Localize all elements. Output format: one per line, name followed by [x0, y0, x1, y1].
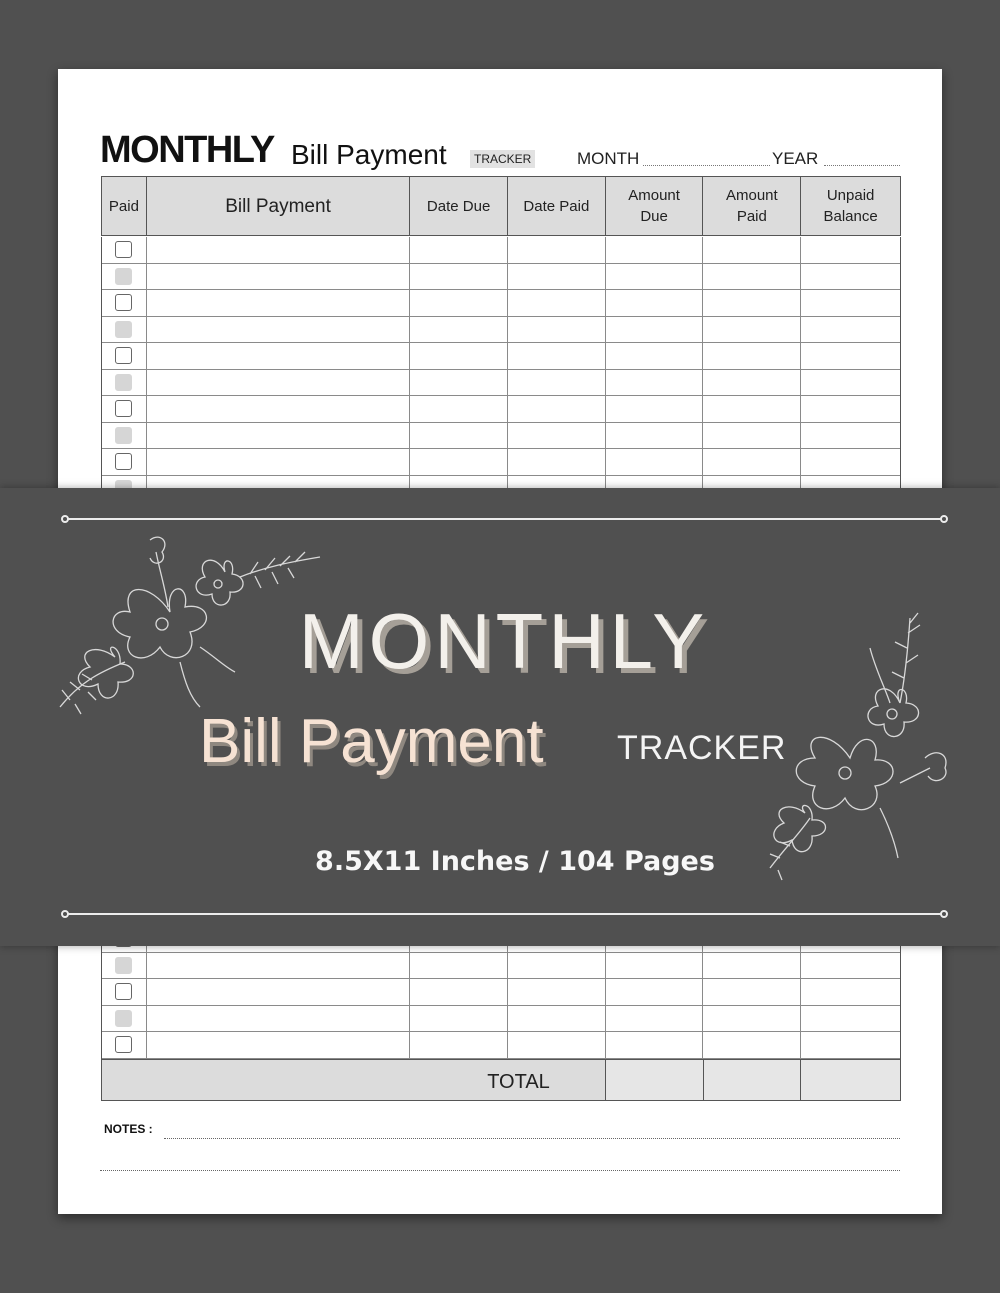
- sheet-title-bold: MONTHLY: [100, 129, 274, 171]
- table-cell[interactable]: [606, 423, 704, 449]
- table-cell[interactable]: [801, 423, 900, 449]
- column-header-amount-paid: Amount Paid: [703, 177, 801, 235]
- table-cell[interactable]: [508, 979, 606, 1005]
- table-cell[interactable]: [703, 396, 801, 422]
- table-cell[interactable]: [703, 237, 801, 263]
- paid-cell: [102, 396, 147, 422]
- total-unpaid-balance-cell[interactable]: [801, 1060, 900, 1100]
- checkbox-icon[interactable]: [115, 1036, 132, 1053]
- table-cell[interactable]: [410, 370, 508, 396]
- table-cell[interactable]: [801, 953, 900, 979]
- total-amount-due-cell[interactable]: [606, 1060, 704, 1100]
- table-cell[interactable]: [147, 979, 410, 1005]
- table-cell[interactable]: [606, 370, 704, 396]
- table-cell[interactable]: [147, 370, 410, 396]
- rule-end-circle-icon: [940, 910, 948, 918]
- total-row: [101, 1059, 901, 1101]
- cover-title-sub: Bill Payment: [199, 707, 544, 776]
- table-cell[interactable]: [801, 317, 900, 343]
- paid-cell: [102, 449, 147, 475]
- cover-title-tag: TRACKER: [617, 729, 787, 767]
- table-cell[interactable]: [147, 290, 410, 316]
- checkbox-icon[interactable]: [115, 1010, 132, 1027]
- table-row: [102, 343, 900, 370]
- paid-cell: [102, 979, 147, 1005]
- table-cell[interactable]: [410, 264, 508, 290]
- table-cell[interactable]: [508, 343, 606, 369]
- notes-line[interactable]: [100, 1170, 900, 1171]
- table-cell[interactable]: [703, 979, 801, 1005]
- bottom-rule: [65, 913, 945, 915]
- table-cell[interactable]: [703, 423, 801, 449]
- table-cell[interactable]: [410, 396, 508, 422]
- table-cell[interactable]: [410, 423, 508, 449]
- table-cell[interactable]: [801, 264, 900, 290]
- table-cell[interactable]: [606, 449, 704, 475]
- table-cell[interactable]: [703, 953, 801, 979]
- table-cell[interactable]: [801, 343, 900, 369]
- table-cell[interactable]: [508, 370, 606, 396]
- table-cell[interactable]: [508, 237, 606, 263]
- checkbox-icon[interactable]: [115, 321, 132, 338]
- table-row: [102, 953, 900, 980]
- table-cell[interactable]: [801, 237, 900, 263]
- paid-cell: [102, 370, 147, 396]
- checkbox-icon[interactable]: [115, 294, 132, 311]
- table-cell[interactable]: [606, 264, 704, 290]
- table-cell[interactable]: [410, 979, 508, 1005]
- table-cell[interactable]: [147, 423, 410, 449]
- column-header-date-paid: Date Paid: [508, 177, 606, 235]
- checkbox-icon[interactable]: [115, 241, 132, 258]
- column-header-paid: Paid: [102, 177, 147, 235]
- month-field[interactable]: [643, 165, 770, 166]
- table-cell[interactable]: [606, 953, 704, 979]
- column-header-date-due: Date Due: [410, 177, 508, 235]
- year-field[interactable]: [824, 165, 900, 166]
- table-cell[interactable]: [410, 1006, 508, 1032]
- table-cell[interactable]: [508, 396, 606, 422]
- total-label: TOTAL: [102, 1060, 606, 1100]
- table-cell[interactable]: [606, 396, 704, 422]
- table-cell[interactable]: [410, 343, 508, 369]
- table-cell[interactable]: [606, 1032, 704, 1058]
- checkbox-icon[interactable]: [115, 400, 132, 417]
- checkbox-icon[interactable]: [115, 427, 132, 444]
- cover-size-pages: 8.5X11 Inches / 104 Pages: [315, 846, 715, 877]
- paid-cell: [102, 317, 147, 343]
- checkbox-icon[interactable]: [115, 374, 132, 391]
- checkbox-icon[interactable]: [115, 983, 132, 1000]
- table-row: [102, 370, 900, 397]
- table-cell[interactable]: [410, 237, 508, 263]
- table-cell[interactable]: [147, 1032, 410, 1058]
- table-cell[interactable]: [606, 1006, 704, 1032]
- total-amount-paid-cell[interactable]: [704, 1060, 802, 1100]
- table-cell[interactable]: [801, 396, 900, 422]
- sheet-title-tag: TRACKER: [470, 150, 535, 168]
- checkbox-icon[interactable]: [115, 268, 132, 285]
- table-row: [102, 237, 900, 264]
- checkbox-icon[interactable]: [115, 347, 132, 364]
- table-cell[interactable]: [508, 449, 606, 475]
- column-header-amount-due: Amount Due: [606, 177, 704, 235]
- table-cell[interactable]: [606, 237, 704, 263]
- table-cell[interactable]: [801, 449, 900, 475]
- column-header-unpaid-balance: Unpaid Balance: [823, 187, 878, 225]
- paid-cell: [102, 953, 147, 979]
- table-cell[interactable]: [801, 370, 900, 396]
- rule-end-circle-icon: [61, 515, 69, 523]
- table-cell[interactable]: [508, 290, 606, 316]
- table-cell[interactable]: [703, 264, 801, 290]
- table-cell[interactable]: [703, 290, 801, 316]
- cover-band: [0, 488, 1000, 946]
- checkbox-icon[interactable]: [115, 453, 132, 470]
- table-cell[interactable]: [703, 449, 801, 475]
- column-header-bill-payment: Bill Payment: [147, 177, 410, 235]
- paid-cell: [102, 1006, 147, 1032]
- rule-end-circle-icon: [61, 910, 69, 918]
- table-row: [102, 396, 900, 423]
- table-row: [102, 1006, 900, 1033]
- sheet-header: [58, 69, 942, 179]
- table-cell[interactable]: [801, 1032, 900, 1058]
- table-cell[interactable]: [508, 953, 606, 979]
- table-cell[interactable]: [801, 979, 900, 1005]
- table-cell[interactable]: [703, 317, 801, 343]
- table-row: [102, 423, 900, 450]
- table-cell[interactable]: [147, 237, 410, 263]
- table-cell[interactable]: [703, 343, 801, 369]
- table-cell[interactable]: [410, 1032, 508, 1058]
- table-cell[interactable]: [801, 1006, 900, 1032]
- table-cell[interactable]: [410, 317, 508, 343]
- table-cell[interactable]: [703, 1032, 801, 1058]
- table-cell[interactable]: [801, 290, 900, 316]
- checkbox-icon[interactable]: [115, 957, 132, 974]
- table-cell[interactable]: [606, 979, 704, 1005]
- notes-line[interactable]: [164, 1138, 900, 1139]
- paid-cell: [102, 237, 147, 263]
- table-row: [102, 317, 900, 344]
- table-cell[interactable]: [508, 264, 606, 290]
- table-cell[interactable]: [147, 343, 410, 369]
- paid-cell: [102, 423, 147, 449]
- table-cell[interactable]: [508, 317, 606, 343]
- table-row: [102, 979, 900, 1006]
- table-cell[interactable]: [147, 449, 410, 475]
- table-cell[interactable]: [410, 449, 508, 475]
- rule-end-circle-icon: [940, 515, 948, 523]
- table-cell[interactable]: [410, 953, 508, 979]
- table-cell[interactable]: [606, 317, 704, 343]
- table-cell[interactable]: [410, 290, 508, 316]
- paid-cell: [102, 1032, 147, 1058]
- table-header: [101, 176, 901, 236]
- cover-title-main: MONTHLY: [298, 597, 710, 685]
- month-label: MONTH: [577, 149, 640, 168]
- table-row: [102, 449, 900, 476]
- table-cell[interactable]: [147, 317, 410, 343]
- top-rule: [65, 518, 945, 520]
- table-cell[interactable]: [508, 1006, 606, 1032]
- paid-cell: [102, 343, 147, 369]
- year-label: YEAR: [772, 149, 819, 168]
- table-cell[interactable]: [508, 1032, 606, 1058]
- table-row: [102, 290, 900, 317]
- table-cell[interactable]: [703, 370, 801, 396]
- table-cell[interactable]: [508, 423, 606, 449]
- table-cell[interactable]: [606, 343, 704, 369]
- notes-label: NOTES :: [104, 1122, 153, 1136]
- table-cell[interactable]: [703, 1006, 801, 1032]
- table-cell[interactable]: [147, 953, 410, 979]
- table-cell[interactable]: [606, 290, 704, 316]
- table-cell[interactable]: [147, 396, 410, 422]
- table-cell[interactable]: [147, 264, 410, 290]
- paid-cell: [102, 290, 147, 316]
- table-row: [102, 1032, 900, 1059]
- table-cell[interactable]: [147, 1006, 410, 1032]
- table-row: [102, 264, 900, 291]
- sheet-title-rest: Bill Payment: [291, 139, 447, 170]
- paid-cell: [102, 264, 147, 290]
